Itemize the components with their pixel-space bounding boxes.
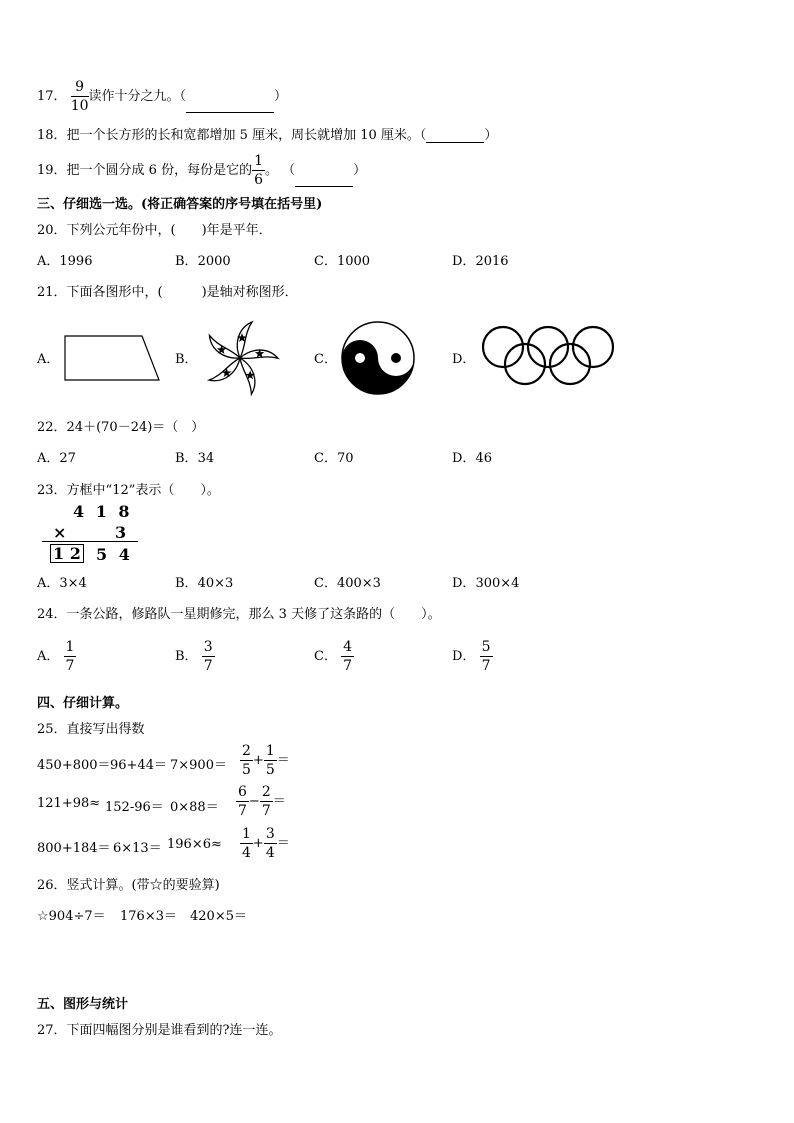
q23-option-d[interactable]: D．300×4	[452, 576, 520, 591]
section-5-heading: 五、图形与统计	[37, 997, 129, 1012]
q27-stem: 27．下面四幅图分别是谁看到的?连一连。	[37, 1023, 282, 1038]
q18-text: 把一个长方形的长和宽都增加 5 厘米，周长就增加 10 厘米。（	[66, 128, 427, 143]
q20-option-c[interactable]: C．1000	[314, 254, 371, 269]
q23-product-rest: 5 4	[96, 545, 133, 564]
q22-option-c[interactable]: C．70	[314, 451, 354, 466]
bauhinia-flower-figure	[200, 318, 280, 398]
q22-option-b[interactable]: B．34	[175, 451, 215, 466]
question-17: 17． $\frac{9}{10}$ 读作十分之九。（ ）	[37, 79, 288, 114]
q20-option-b[interactable]: B．2000	[175, 254, 231, 269]
q20-option-a[interactable]: A．1996	[37, 254, 93, 269]
q20-option-d[interactable]: D．2016	[452, 254, 509, 269]
q24-option-a[interactable]: A． $\frac{1}{7}$	[37, 639, 75, 674]
q23-boxed-digits: 1 2	[50, 544, 84, 563]
q23-stem: 23．方框中“12”表示（ ）。	[37, 483, 220, 498]
trapezoid-figure	[62, 333, 162, 383]
q19-answer-blank[interactable]	[295, 172, 353, 187]
q25-row-3-fractions: $\frac{1}{4}$ + $\frac{3}{4}$ ＝	[242, 826, 290, 861]
q23-option-a[interactable]: A．3×4	[37, 576, 87, 591]
q17-text: 读作十分之九。（	[88, 89, 187, 104]
q19-fraction: $\frac{1}{6}$	[254, 153, 264, 188]
q22-option-a[interactable]: A．27	[37, 451, 76, 466]
q26-item-1: ☆904÷7＝	[37, 909, 106, 924]
q18-answer-blank[interactable]	[426, 128, 484, 143]
q24-option-c[interactable]: C． $\frac{4}{7}$	[314, 639, 353, 674]
q24-stem: 24．一条公路，修路队一星期修完，那么 3 天修了这条路的（ ）。	[37, 607, 441, 622]
q23-rule	[42, 541, 138, 542]
q23-option-b[interactable]: B．40×3	[175, 576, 234, 591]
q22-option-d[interactable]: D．46	[452, 451, 492, 466]
q23-option-c[interactable]: C．400×3	[314, 576, 381, 591]
q25-stem: 25．直接写出得数	[37, 722, 145, 737]
q26-item-3: 420×5＝	[190, 909, 247, 924]
q21-option-b[interactable]: B．	[175, 352, 198, 367]
q22-stem: 22．24＋(70－24)＝（ ）	[37, 420, 205, 435]
q26-stem: 26．竖式计算。(带☆的要验算)	[37, 878, 220, 893]
section-4-heading: 四、仔细计算。	[37, 696, 129, 711]
q21-option-d[interactable]: D．	[452, 352, 476, 367]
q25-row-2-fractions: $\frac{6}{7}$ − $\frac{2}{7}$ ＝	[238, 784, 286, 819]
q17-fraction: $\frac{9}{10}$	[70, 79, 89, 114]
olympic-rings-figure	[480, 324, 616, 388]
taiji-symbol-figure	[340, 320, 416, 396]
q24-option-b[interactable]: B． $\frac{3}{7}$	[175, 639, 213, 674]
q17-number: 17．	[37, 89, 67, 104]
section-3-heading: 三、仔细选一选。(将正确答案的序号填在括号里)	[37, 197, 323, 212]
q23-operator: ×	[53, 523, 67, 542]
q17-answer-blank[interactable]	[186, 98, 274, 113]
q21-option-a[interactable]: A．	[37, 352, 60, 367]
q21-stem: 21．下面各图形中，( )是轴对称图形．	[37, 285, 298, 300]
question-19: 19．把一个圆分成 6 份，每份是它的 $\frac{1}{6}$ 。 （ ）	[37, 153, 367, 188]
q20-stem: 20．下列公元年份中，( )年是平年．	[37, 223, 272, 238]
q23-multiplicand: 4 1 8	[73, 502, 133, 521]
q19-text: 把一个圆分成 6 份，每份是它的	[66, 163, 253, 178]
q24-option-d[interactable]: D． $\frac{5}{7}$	[452, 639, 491, 674]
q26-item-2: 176×3＝	[120, 909, 177, 924]
q23-multiplier: 3	[115, 523, 127, 542]
question-18: 18．把一个长方形的长和宽都增加 5 厘米，周长就增加 10 厘米。（ ）	[37, 128, 498, 143]
q25-row-1-fractions: $\frac{2}{5}$ + $\frac{1}{5}$ ＝	[242, 743, 290, 778]
q21-option-c[interactable]: C．	[314, 352, 337, 367]
